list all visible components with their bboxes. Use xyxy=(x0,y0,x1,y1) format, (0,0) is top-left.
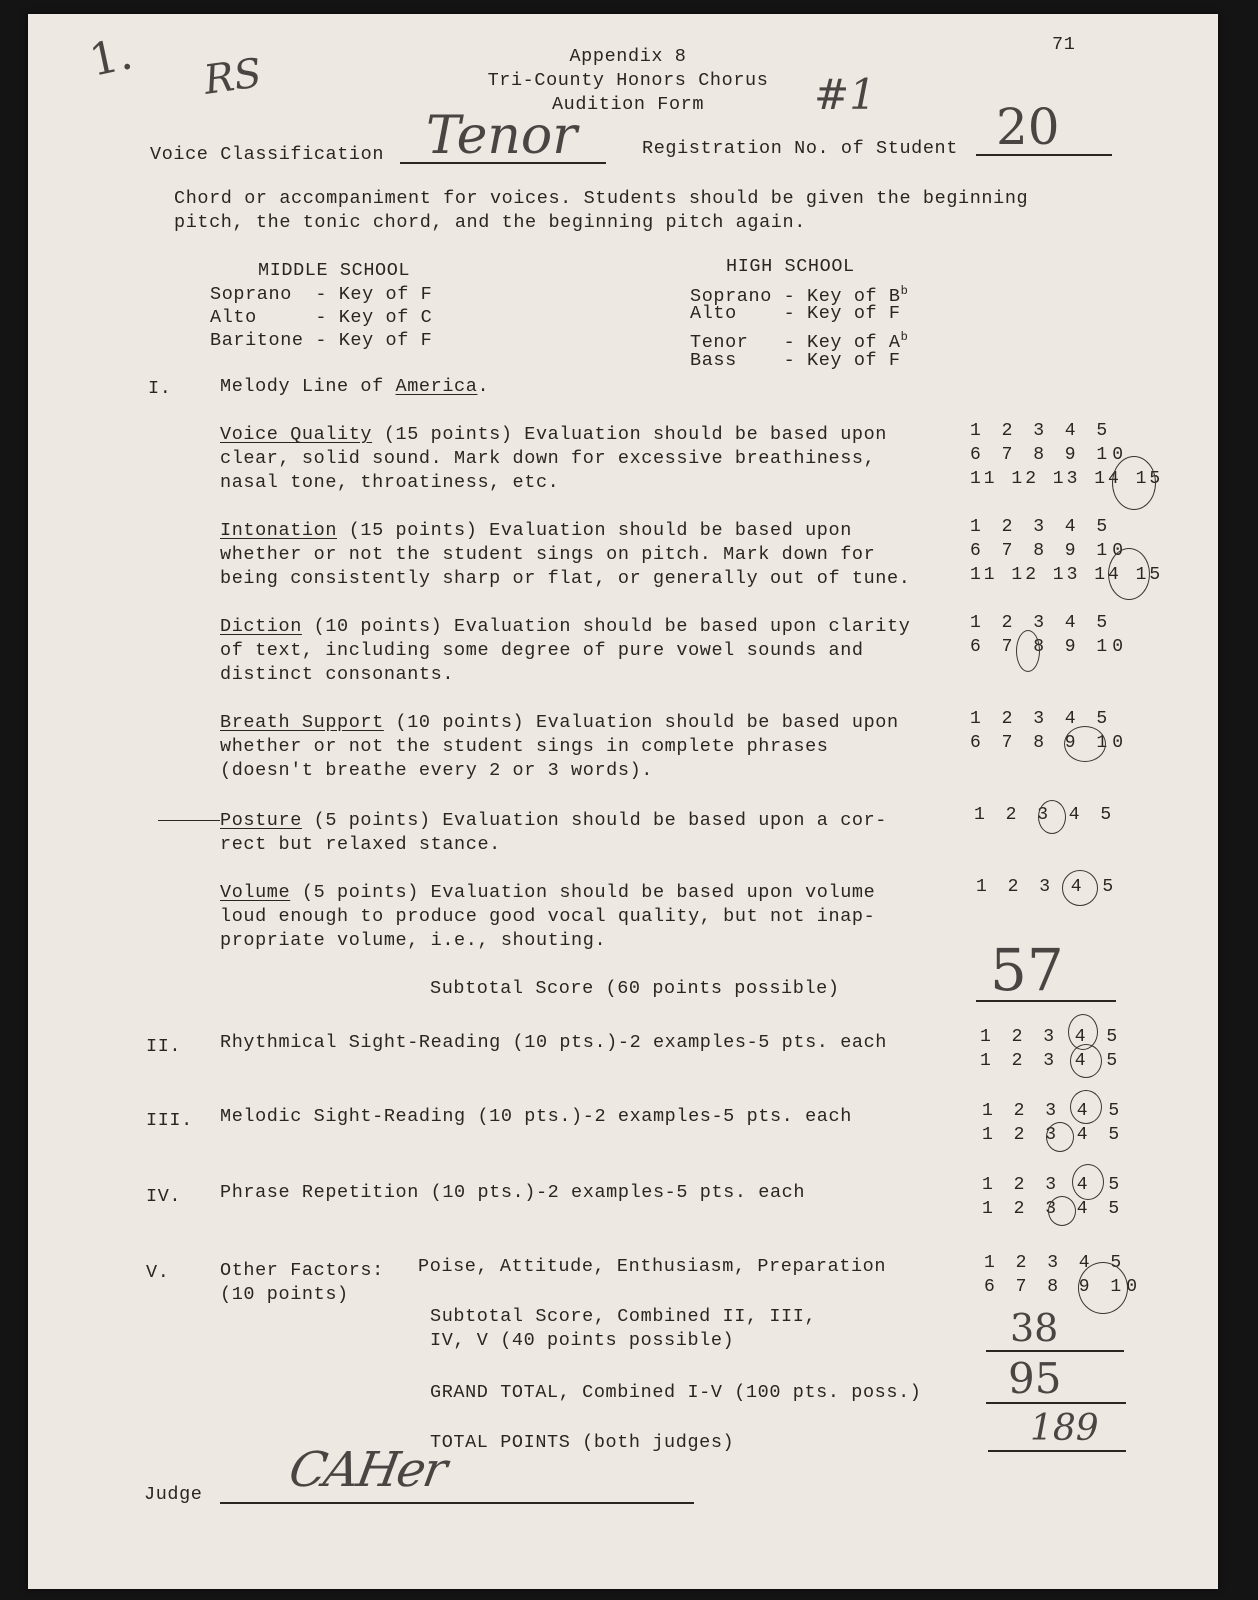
criterion-desc: of text, including some degree of pure vowel sounds and xyxy=(220,640,864,661)
subtotal-2-label: Subtotal Score, Combined II, III, xyxy=(430,1306,817,1327)
selected-score-circle xyxy=(1070,1090,1102,1124)
selected-score-circle xyxy=(1064,726,1106,762)
header-subtitle: Audition Form xyxy=(551,94,705,115)
score-scale: 1 2 3 4 5 xyxy=(984,1253,1127,1273)
selected-score-circle xyxy=(1016,630,1040,672)
section-2-numeral: II. xyxy=(146,1036,182,1057)
grand-total-value: 95 xyxy=(1008,1354,1062,1403)
handwritten-form-number: #1 xyxy=(814,70,876,119)
criterion-voice-quality: Voice Quality (15 points) Evaluation should be based upon xyxy=(220,424,888,445)
registration-label: Registration No. of Student xyxy=(642,138,958,159)
section-4-text: Phrase Repetition (10 pts.)-2 examples-5 pts. each xyxy=(220,1182,806,1203)
section-5-text: Poise, Attitude, Enthusiasm, Preparation xyxy=(418,1256,887,1277)
registration-value: 20 xyxy=(996,98,1060,156)
section-5-label: Other Factors: xyxy=(220,1260,384,1281)
subtotal-2-value: 38 xyxy=(1010,1306,1059,1350)
criterion-desc: whether or not the student sings in complete phrases xyxy=(220,736,829,757)
selected-score-circle xyxy=(1112,456,1156,510)
header-title: Tri-County Honors Chorus xyxy=(487,70,769,91)
selected-score-circle xyxy=(1070,1044,1102,1078)
section-1-numeral: I. xyxy=(148,378,172,399)
high-school-row: Soprano - Key of $B^b$ xyxy=(690,284,909,308)
selected-score-circle xyxy=(1048,1196,1076,1226)
criterion-desc: rect but relaxed stance. xyxy=(220,834,501,855)
voice-classification-label: Voice Classification xyxy=(150,144,385,165)
criterion-posture: Posture (5 points) Evaluation should be based upon a cor- xyxy=(220,810,888,831)
middle-school-row: Alto - Key of C xyxy=(210,307,433,328)
score-scale: 1 2 3 4 5 xyxy=(982,1175,1125,1195)
criterion-desc: clear, solid sound. Mark down for excessive breathiness, xyxy=(220,448,876,469)
score-scale: 6 7 8 9 10 xyxy=(970,541,1129,561)
high-school-title: HIGH SCHOOL xyxy=(726,256,855,277)
intro-line-2: pitch, the tonic chord, and the beginning pitch again. xyxy=(174,212,806,233)
high-school-row: Bass - Key of F xyxy=(690,350,901,371)
posture-margin-mark xyxy=(158,820,220,821)
score-scale: 6 7 8 9 10 xyxy=(970,445,1129,465)
score-scale: 11 12 13 14 15 xyxy=(970,565,1164,585)
criterion-desc: nasal tone, throatiness, etc. xyxy=(220,472,560,493)
judge-label: Judge xyxy=(144,1484,203,1505)
subtotal-2-line xyxy=(986,1350,1124,1352)
criterion-desc: whether or not the student sings on pitch. Mark down for xyxy=(220,544,876,565)
section-5-points: (10 points) xyxy=(220,1284,349,1305)
header-appendix: Appendix 8 xyxy=(569,46,687,67)
criterion-desc: propriate volume, i.e., shouting. xyxy=(220,930,607,951)
middle-school-row: Baritone - Key of F xyxy=(210,330,433,351)
criterion-desc: (doesn't breathe every 2 or 3 words). xyxy=(220,760,653,781)
section-4-numeral: IV. xyxy=(146,1186,182,1207)
score-scale: 1 2 3 4 5 xyxy=(974,805,1117,825)
criterion-intonation: Intonation (15 points) Evaluation should be based upon xyxy=(220,520,852,541)
criterion-desc: loud enough to produce good vocal quality, but not inap- xyxy=(220,906,876,927)
score-scale: 1 2 3 4 5 xyxy=(982,1125,1125,1145)
score-scale: 11 12 13 14 15 xyxy=(970,469,1164,489)
score-scale: 1 2 3 4 5 xyxy=(976,877,1119,897)
voice-classification-value: Tenor xyxy=(426,106,578,166)
score-scale: 1 2 3 4 5 xyxy=(980,1051,1123,1071)
total-points-label: TOTAL POINTS (both judges) xyxy=(430,1432,735,1453)
subtotal-1-value: 57 xyxy=(990,936,1064,1004)
selected-score-circle xyxy=(1108,548,1150,600)
intro-line-1: Chord or accompaniment for voices. Students should be given the beginning xyxy=(174,188,1029,209)
section-3-text: Melodic Sight-Reading (10 pts.)-2 examples-5 pts. each xyxy=(220,1106,852,1127)
high-school-row: Tenor - Key of $A^b$ xyxy=(690,330,909,354)
total-points-value: 189 xyxy=(1030,1408,1099,1449)
criterion-volume: Volume (5 points) Evaluation should be based upon volume xyxy=(220,882,876,903)
judge-signature-line xyxy=(220,1502,694,1504)
section-1-title: Melody Line of America. xyxy=(220,376,490,397)
score-scale: 6 7 8 9 10 xyxy=(970,637,1129,657)
criterion-breath-support: Breath Support (10 points) Evaluation should be based upon xyxy=(220,712,899,733)
handwritten-mark-top: 1. xyxy=(85,28,137,87)
handwritten-initials: RS xyxy=(201,50,265,104)
score-scale: 1 2 3 4 5 xyxy=(980,1027,1123,1047)
selected-score-circle xyxy=(1072,1164,1104,1200)
subtotal-2-label-line-2: IV, V (40 points possible) xyxy=(430,1330,735,1351)
score-scale: 1 2 3 4 5 xyxy=(970,517,1113,537)
audition-form-page xyxy=(28,14,1218,1589)
selected-score-circle xyxy=(1062,870,1098,906)
middle-school-title: MIDDLE SCHOOL xyxy=(258,260,411,281)
score-scale: 1 2 3 4 5 xyxy=(970,613,1113,633)
subtotal-1-label: Subtotal Score (60 points possible) xyxy=(430,978,840,999)
score-scale: 1 2 3 4 5 xyxy=(970,421,1113,441)
score-scale: 1 2 3 4 5 xyxy=(982,1199,1125,1219)
section-3-numeral: III. xyxy=(146,1110,193,1131)
grand-total-label: GRAND TOTAL, Combined I-V (100 pts. poss.) xyxy=(430,1382,922,1403)
selected-score-circle xyxy=(1046,1122,1074,1152)
criterion-desc: distinct consonants. xyxy=(220,664,455,685)
score-scale: 1 2 3 4 5 xyxy=(970,709,1113,729)
section-5-numeral: V. xyxy=(146,1262,170,1283)
criterion-desc: being consistently sharp or flat, or generally out of tune. xyxy=(220,568,911,589)
score-scale: 6 7 8 9 10 xyxy=(970,733,1129,753)
criterion-diction: Diction (10 points) Evaluation should be based upon clarity xyxy=(220,616,911,637)
total-points-line xyxy=(988,1450,1126,1452)
score-scale: 6 7 8 9 10 xyxy=(984,1277,1143,1297)
selected-score-circle xyxy=(1038,800,1066,834)
judge-signature: CAHer xyxy=(285,1442,450,1498)
score-scale: 1 2 3 4 5 xyxy=(982,1101,1125,1121)
middle-school-row: Soprano - Key of F xyxy=(210,284,433,305)
page-number: 71 xyxy=(1052,34,1076,55)
high-school-row: Alto - Key of F xyxy=(690,303,901,324)
selected-score-circle xyxy=(1078,1262,1128,1314)
section-2-text: Rhythmical Sight-Reading (10 pts.)-2 examples-5 pts. each xyxy=(220,1032,888,1053)
